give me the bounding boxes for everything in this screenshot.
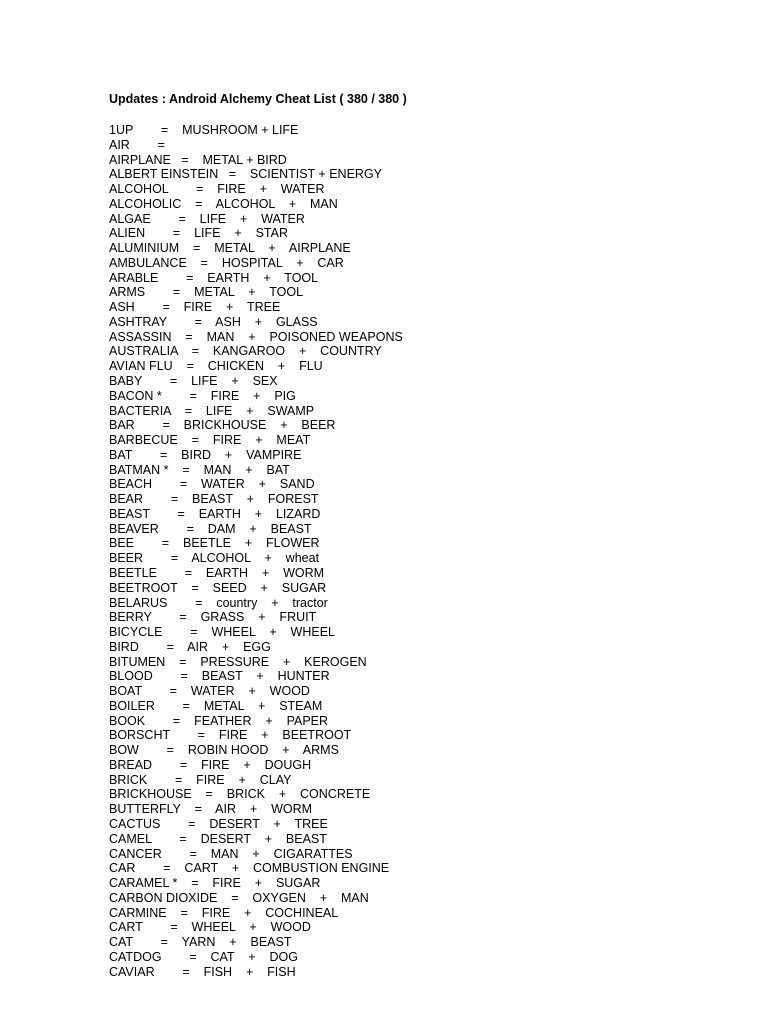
- list-item: BARBECUE = FIRE + MEAT: [109, 433, 311, 448]
- list-item: ASHTRAY = ASH + GLASS: [109, 314, 318, 329]
- list-item: BEAST = EARTH + LIZARD: [109, 506, 321, 521]
- list-item: ALGAE = LIFE + WATER: [109, 211, 305, 226]
- cheat-list: [109, 123, 403, 979]
- list-item: BOOK = FEATHER + PAPER: [109, 713, 329, 728]
- list-item: CAMEL = DESERT + BEAST: [109, 831, 327, 846]
- list-item: BREAD = FIRE + DOUGH: [109, 757, 312, 772]
- list-item: BEE = BEETLE + FLOWER: [109, 536, 320, 551]
- list-item: ALUMINIUM = METAL + AIRPLANE: [109, 241, 351, 256]
- list-item: ARMS = METAL + TOOL: [109, 285, 304, 300]
- list-item: BICYCLE = WHEEL + WHEEL: [109, 625, 335, 640]
- list-item: ARABLE = EARTH + TOOL: [109, 270, 319, 285]
- list-item: CATDOG = CAT + DOG: [109, 949, 298, 964]
- list-item: AMBULANCE = HOSPITAL + CAR: [109, 255, 344, 270]
- list-item: BAT = BIRD + VAMPIRE: [109, 447, 302, 462]
- list-item: ALIEN = LIFE + STAR: [109, 226, 288, 241]
- list-item: ALCOHOLIC = ALCOHOL + MAN: [109, 196, 338, 211]
- list-item: BACON * = FIRE + PIG: [109, 388, 296, 403]
- list-item: CARMINE = FIRE + COCHINEAL: [109, 905, 339, 920]
- list-item: BEER = ALCOHOL + wheat: [109, 551, 320, 566]
- list-item: CACTUS = DESERT + TREE: [109, 816, 328, 831]
- list-item: BRICK = FIRE + CLAY: [109, 772, 292, 787]
- list-item: BATMAN * = MAN + BAT: [109, 462, 290, 477]
- list-item: BEAVER = DAM + BEAST: [109, 521, 312, 536]
- list-item: BUTTERFLY = AIR + WORM: [109, 802, 313, 817]
- list-item: BAR = BRICKHOUSE + BEER: [109, 418, 336, 433]
- list-item: BIRD = AIR + EGG: [109, 639, 271, 654]
- list-item: AIRPLANE = METAL + BIRD: [109, 152, 287, 167]
- list-item: BORSCHT = FIRE + BEETROOT: [109, 728, 352, 743]
- list-item: BOILER = METAL + STEAM: [109, 698, 323, 713]
- list-item: BERRY = GRASS + FRUIT: [109, 610, 317, 625]
- list-item: AVIAN FLU = CHICKEN + FLU: [109, 359, 323, 374]
- list-item: BEETROOT = SEED + SUGAR: [109, 580, 327, 595]
- list-item: CARBON DIOXIDE = OXYGEN + MAN: [109, 890, 369, 905]
- list-item: BEAR = BEAST + FOREST: [109, 492, 319, 507]
- list-item: BABY = LIFE + SEX: [109, 374, 278, 389]
- list-item: BACTERIA = LIFE + SWAMP: [109, 403, 315, 418]
- list-item: CAVIAR = FISH + FISH: [109, 964, 296, 979]
- list-item: BOW = ROBIN HOOD + ARMS: [109, 743, 339, 758]
- list-item: BLOOD = BEAST + HUNTER: [109, 669, 330, 684]
- list-item: CANCER = MAN + CIGARATTES: [109, 846, 353, 861]
- list-item: BOAT = WATER + WOOD: [109, 684, 310, 699]
- list-item: 1UP = MUSHROOM + LIFE: [109, 123, 299, 137]
- document-title: Updates : Android Alchemy Cheat List ( 380 / 380 ): [109, 92, 407, 106]
- list-item: ASSASSIN = MAN + POISONED WEAPONS: [109, 329, 403, 344]
- list-item: BEACH = WATER + SAND: [109, 477, 315, 492]
- list-item: BEETLE = EARTH + WORM: [109, 565, 325, 580]
- list-item: BRICKHOUSE = BRICK + CONCRETE: [109, 787, 371, 802]
- list-item: ALCOHOL = FIRE + WATER: [109, 182, 325, 197]
- list-item: CAR = CART + COMBUSTION ENGINE: [109, 861, 390, 876]
- list-item: AUSTRALIA = KANGAROO + COUNTRY: [109, 344, 382, 359]
- list-item: ALBERT EINSTEIN = SCIENTIST + ENERGY: [109, 167, 382, 182]
- list-item: CART = WHEEL + WOOD: [109, 920, 311, 935]
- list-item: CARAMEL * = FIRE + SUGAR: [109, 876, 321, 891]
- list-item: BITUMEN = PRESSURE + KEROGEN: [109, 654, 367, 669]
- list-item: AIR =: [109, 137, 165, 152]
- list-item: ASH = FIRE + TREE: [109, 300, 281, 315]
- list-item: BELARUS = country + tractor: [109, 595, 328, 610]
- list-item: CAT = YARN + BEAST: [109, 935, 292, 950]
